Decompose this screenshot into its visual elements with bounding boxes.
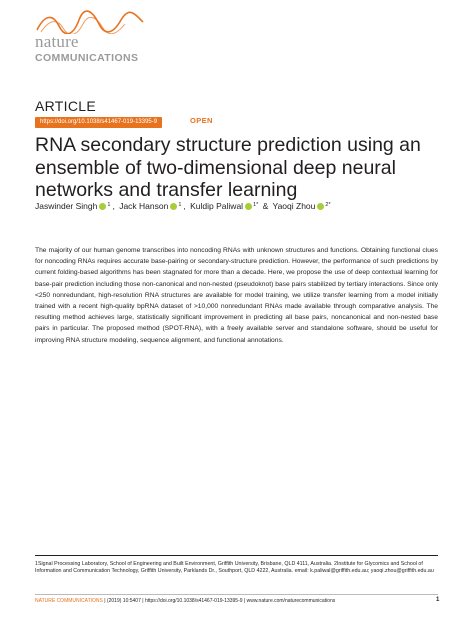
orcid-icon[interactable] xyxy=(317,203,324,210)
logo-wave-icon xyxy=(35,10,145,34)
author-connector: & xyxy=(262,201,269,211)
affiliation-marker: 1 xyxy=(107,202,111,208)
abstract: The majority of our human genome transcribes into noncoding RNAs with unknown structures and functions. Obtaining functional clues for noncoding RNAs requires accurate base-pairing or secondary-structure prediction. However, the performance of such predictions by current folding-based algorithms has been stagnated for more than a decade. Here, we propose the use of deep contextual learning for base-pair prediction including those non-canonical and non-nested (pseudoknot) base pairs stabilized by tertiary interactions. Since only <250 nonredundant, high-resolution RNA structures are available for model training, we utilize transfer learning from a model initially trained with a recent high-quality bpRNA dataset of >10,000 nonredundant RNAs made available through comparative analysis. The resulting method achieves large, statistically significant improvement in predicting all base pairs, noncanonical and non-nested base pairs in particular. The proposed method (SPOT-RNA), with a freely available server and standalone software, should be useful for improving RNA structure modeling, sequence alignment, and functional annotations. xyxy=(35,247,438,344)
page-footer xyxy=(35,598,335,604)
article-type-label: ARTICLE xyxy=(35,98,96,114)
footer-journal-name: NATURE COMMUNICATIONS xyxy=(35,598,103,604)
affiliation-marker: 2* xyxy=(325,202,331,208)
article-title: RNA secondary structure prediction using an ensemble of two-dimensional deep neural networks and transfer learning xyxy=(35,134,421,201)
logo-nature-text: nature xyxy=(35,32,79,51)
open-access-label: OPEN xyxy=(190,116,213,125)
affiliation-marker: 1* xyxy=(253,202,259,208)
affiliation-footnote: 1Signal Processing Laboratory, School of Engineering and Built Environment, Griffith University, Brisbane, QLD 4111, Australia. 2Institute for Glycomics and School of Information and Communication Technology, Griffith University, Parklands Dr., Southport, QLD 4222, Australia. email: k.paliwal@griffith.edu.au; yaoqi.zhou@griffith.edu.au xyxy=(35,561,434,575)
author-name[interactable]: Yaoqi Zhou xyxy=(272,201,316,211)
journal-logo xyxy=(35,10,145,66)
orcid-icon[interactable] xyxy=(99,203,106,210)
footnote-divider xyxy=(35,555,438,556)
orcid-icon[interactable] xyxy=(245,203,252,210)
author-name[interactable]: Kuldip Paliwal xyxy=(190,201,244,211)
footer-citation: | (2019) 10:5407 | https://doi.org/10.1038/s41467-019-13395-9 | www.nature.com/naturecommunications xyxy=(104,598,336,604)
orcid-icon[interactable] xyxy=(170,203,177,210)
author-name[interactable]: Jack Hanson xyxy=(119,201,169,211)
doi-link[interactable]: https://doi.org/10.1038/s41467-019-13395-9 xyxy=(35,117,162,128)
author-name[interactable]: Jaswinder Singh xyxy=(35,201,98,211)
author-list: Jaswinder Singh $^1$ , Jack Hanson $^1$ , Kuldip Paliwal $^{1*}$ & Yaoqi Zhou $^{2*}$ xyxy=(35,201,331,211)
footer-divider xyxy=(35,594,438,595)
page-number: 1 xyxy=(436,597,440,603)
logo-communications-text: COMMUNICATIONS xyxy=(35,52,139,64)
affiliation-marker: 1 xyxy=(178,202,182,208)
